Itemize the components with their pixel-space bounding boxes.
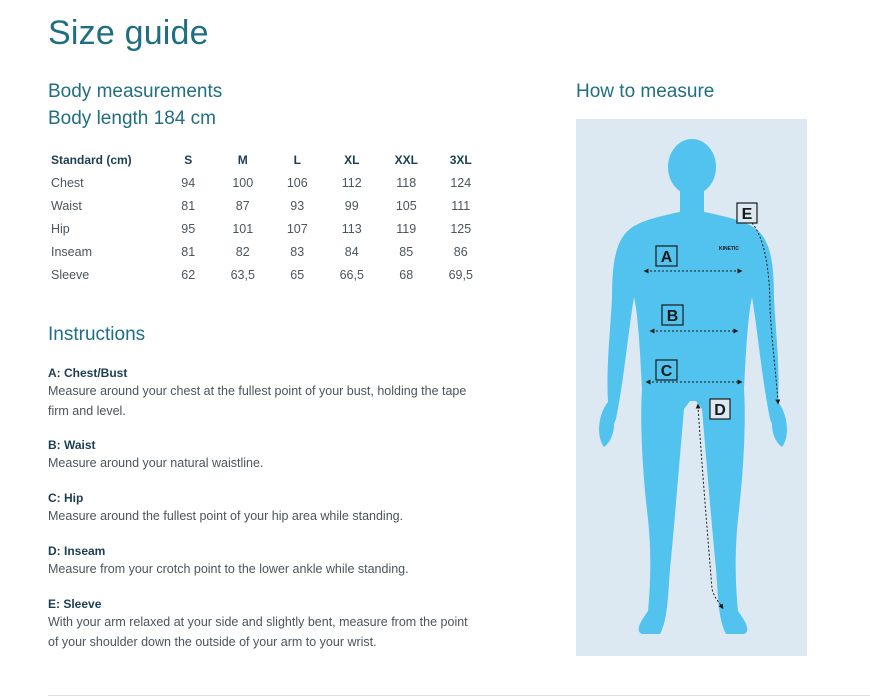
table-cell: 81 bbox=[181, 244, 196, 259]
table-cell: 111 bbox=[451, 198, 471, 213]
table-cell: 101 bbox=[232, 221, 254, 236]
label-c bbox=[656, 360, 677, 380]
svg-text:D: D bbox=[714, 402, 726, 419]
table-cell: 105 bbox=[395, 198, 417, 213]
row-label: Hip bbox=[51, 221, 70, 236]
instruction-title: A: Chest/Bust bbox=[48, 366, 128, 380]
instruction-title: B: Waist bbox=[48, 438, 96, 452]
label-a bbox=[656, 246, 677, 266]
header-size-s: S bbox=[184, 152, 193, 167]
instruction-title: C: Hip bbox=[48, 491, 84, 505]
table-cell: 81 bbox=[181, 198, 196, 213]
header-size-m: M bbox=[237, 152, 248, 167]
table-cell: 113 bbox=[341, 221, 362, 236]
table-cell: 62 bbox=[181, 267, 196, 282]
svg-text:A: A bbox=[660, 249, 673, 266]
body-silhouette-illustration bbox=[576, 119, 807, 656]
instructions-heading: Instructions bbox=[48, 324, 146, 345]
instruction-title: E: Sleeve bbox=[48, 597, 102, 611]
svg-text:C: C bbox=[660, 363, 673, 380]
table-cell: 119 bbox=[396, 221, 417, 236]
row-label: Chest bbox=[51, 175, 84, 190]
body-silhouette bbox=[599, 139, 787, 634]
svg-text:E: E bbox=[741, 206, 753, 223]
body-length-heading: Body length 184 cm bbox=[48, 108, 216, 129]
svg-text:B: B bbox=[666, 308, 679, 325]
table-cell: 118 bbox=[396, 175, 417, 190]
instruction-text: With your arm relaxed at your side and slightly bent, measure from the point of your shoulder down the outside of your arm to your wrist. bbox=[48, 615, 468, 649]
body-measurements-heading: Body measurements bbox=[48, 81, 223, 102]
instruction-waist bbox=[48, 436, 478, 474]
table-cell: 95 bbox=[181, 221, 196, 236]
size-table bbox=[46, 148, 488, 286]
header-size-3xl: 3XL bbox=[449, 152, 472, 167]
row-label: Inseam bbox=[51, 244, 92, 259]
table-cell: 93 bbox=[290, 198, 305, 213]
table-cell: 112 bbox=[341, 175, 362, 190]
table-cell: 84 bbox=[344, 244, 359, 259]
logo-mark: KINETIC bbox=[719, 246, 739, 252]
table-cell: 85 bbox=[399, 244, 414, 259]
table-cell: 65 bbox=[290, 267, 305, 282]
header-size-xl: XL bbox=[344, 152, 360, 167]
table-row-inseam bbox=[46, 240, 488, 263]
table-cell: 100 bbox=[232, 175, 254, 190]
measurement-figure bbox=[576, 119, 807, 656]
page-title: Size guide bbox=[48, 14, 209, 52]
table-cell: 68 bbox=[399, 267, 414, 282]
instruction-title: D: Inseam bbox=[48, 544, 106, 558]
table-cell: 94 bbox=[181, 175, 196, 190]
table-cell: 69,5 bbox=[448, 267, 473, 282]
table-row-waist bbox=[46, 194, 488, 217]
table-row-chest bbox=[46, 171, 488, 194]
table-cell: 86 bbox=[453, 244, 468, 259]
instruction-hip bbox=[48, 489, 478, 527]
table-cell: 63,5 bbox=[230, 267, 255, 282]
table-cell: 124 bbox=[450, 175, 472, 190]
table-cell: 99 bbox=[344, 198, 359, 213]
instruction-text: Measure from your crotch point to the lower ankle while standing. bbox=[48, 562, 409, 576]
table-cell: 82 bbox=[235, 244, 250, 259]
divider bbox=[48, 695, 870, 696]
instruction-chest bbox=[48, 364, 478, 421]
header-standard: Standard (cm) bbox=[51, 152, 132, 167]
instruction-text: Measure around your natural waistline. bbox=[48, 456, 264, 470]
instruction-sleeve bbox=[48, 595, 478, 652]
instruction-inseam bbox=[48, 542, 478, 580]
how-to-measure-heading: How to measure bbox=[576, 81, 715, 102]
table-row-hip bbox=[46, 217, 488, 240]
table-row-sleeve bbox=[46, 263, 488, 286]
table-cell: 83 bbox=[290, 244, 305, 259]
head-shape bbox=[668, 139, 716, 195]
label-e bbox=[737, 203, 757, 223]
table-cell: 107 bbox=[286, 221, 308, 236]
instruction-text: Measure around the fullest point of your hip area while standing. bbox=[48, 509, 404, 523]
row-label: Sleeve bbox=[51, 267, 90, 282]
table-cell: 106 bbox=[286, 175, 308, 190]
size-table-header bbox=[46, 148, 488, 171]
label-b bbox=[662, 305, 683, 325]
row-label: Waist bbox=[51, 198, 82, 213]
table-cell: 66,5 bbox=[339, 267, 364, 282]
instruction-text: Measure around your chest at the fullest point of your bust, holding the tape firm and level. bbox=[48, 384, 467, 418]
header-size-l: L bbox=[293, 152, 301, 167]
header-size-xxl: XXL bbox=[394, 152, 418, 167]
table-cell: 125 bbox=[450, 221, 472, 236]
label-d bbox=[710, 399, 730, 419]
torso-shape bbox=[599, 209, 787, 634]
table-cell: 87 bbox=[235, 198, 250, 213]
